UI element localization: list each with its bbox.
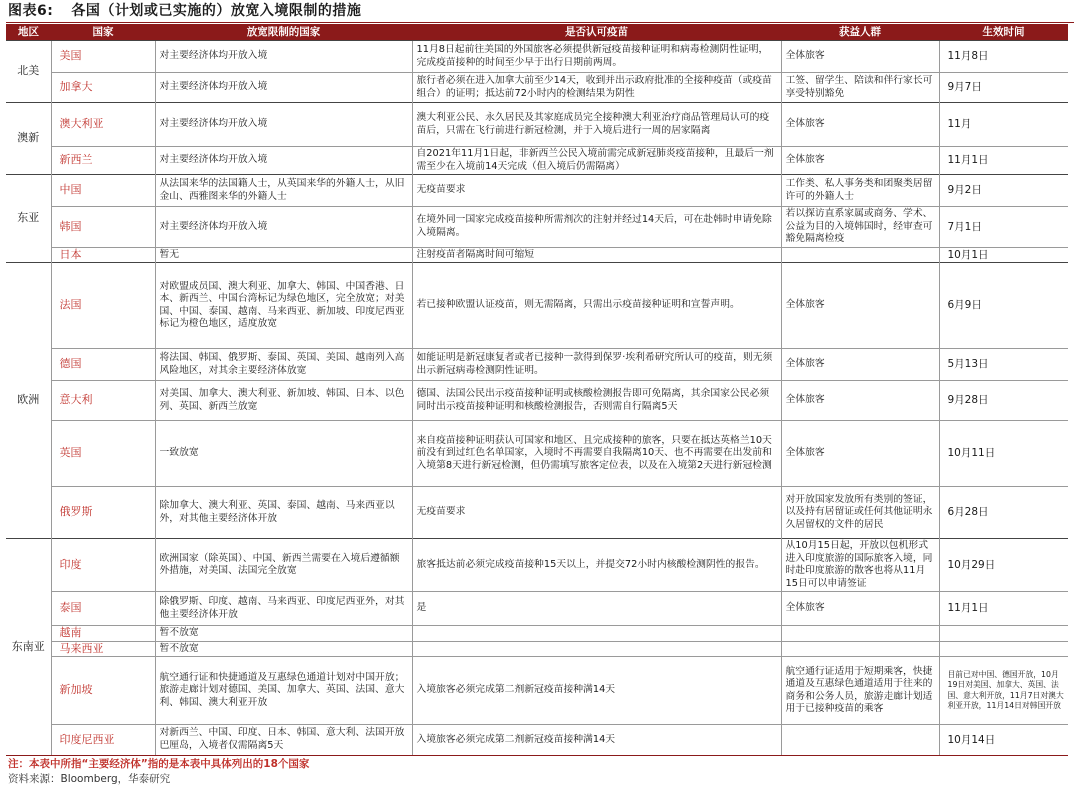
relax-cell: 除俄罗斯、印度、越南、马来西亚、印度尼西亚外，对其他主要经济体开放 [155, 592, 412, 626]
relax-cell: 对主要经济体均开放入境 [155, 73, 412, 103]
relax-cell: 从法国来华的法国籍人士，从英国来华的外籍人士，从旧金山、西雅图来华的外籍人士 [155, 175, 412, 207]
header-relax: 放宽限制的国家 [155, 24, 412, 41]
time-cell: 9月2日 [939, 175, 1068, 207]
country-cell: 马来西亚 [51, 641, 155, 657]
vaccine-cell: 自2021年11月1日起，非新西兰公民入境前需完成新冠肺炎疫苗接种，且最后一剂需至少在入境前14天完成（但入境后仍需隔离） [412, 147, 781, 175]
relax-cell: 对欧盟成员国、澳大利亚、加拿大、韩国、中国香港、日本、新西兰、中国台湾标记为绿色地区，完全放宽；对美国、中国、泰国、越南、马来西亚、新加坡、印度尼西亚标记为橙色地区，适度放宽 [155, 263, 412, 349]
country-cell: 中国 [51, 175, 155, 207]
country-cell: 韩国 [51, 207, 155, 248]
header-country: 国家 [51, 24, 155, 41]
region-cell: 北美 [6, 41, 51, 103]
time-cell [939, 626, 1068, 642]
relax-cell: 欧洲国家（除英国）、中国、新西兰需要在入境后遵循额外措施，对美国、法国完全放宽 [155, 539, 412, 592]
relax-cell: 除加拿大、澳大利亚、英国、泰国、越南、马来西亚以外，对其他主要经济体开放 [155, 487, 412, 539]
country-cell: 印度尼西亚 [51, 725, 155, 755]
benefit-cell [781, 641, 939, 657]
figure-title [6, 0, 1074, 23]
relax-cell: 对美国、加拿大、澳大利亚、新加坡、韩国、日本、以色列、英国、新西兰放宽 [155, 381, 412, 421]
table-row [6, 725, 1068, 755]
header-time: 生效时间 [939, 24, 1068, 41]
time-cell: 11月8日 [939, 41, 1068, 73]
country-cell: 新加坡 [51, 657, 155, 725]
relax-cell: 对新西兰、中国、印度、日本、韩国、意大利、法国开放巴厘岛，入境者仅需隔离5天 [155, 725, 412, 755]
table-row [6, 103, 1068, 147]
relax-cell: 暂不放宽 [155, 626, 412, 642]
table-row [6, 381, 1068, 421]
table-row [6, 657, 1068, 725]
header-region: 地区 [6, 24, 51, 41]
benefit-cell: 全体旅客 [781, 103, 939, 147]
vaccine-cell: 旅行者必须在进入加拿大前至少14天，收到并出示政府批准的全接种疫苗（或疫苗组合）的证明；抵达前72小时内的检测结果为阴性 [412, 73, 781, 103]
relax-cell: 对主要经济体均开放入境 [155, 41, 412, 73]
figure-label: 图表6: [8, 3, 54, 19]
country-cell: 加拿大 [51, 73, 155, 103]
header-vaccine: 是否认可疫苗 [412, 24, 781, 41]
time-cell: 9月28日 [939, 381, 1068, 421]
table-row [6, 626, 1068, 642]
benefit-cell: 全体旅客 [781, 421, 939, 487]
table-row [6, 592, 1068, 626]
table-row [6, 147, 1068, 175]
benefit-cell [781, 626, 939, 642]
time-cell: 5月13日 [939, 349, 1068, 381]
benefit-cell: 全体旅客 [781, 147, 939, 175]
benefit-cell: 航空通行证适用于短期乘客，快捷通道及互惠绿色通道适用于往来的商务和公务人员，旅游走廊计划适用于已接种疫苗的乘客 [781, 657, 939, 725]
vaccine-cell: 澳大利亚公民、永久居民及其家庭成员完全接种澳大利亚治疗商品管理局认可的疫苗后，只需在飞行前进行新冠检测，并于入境后进行一周的居家隔离 [412, 103, 781, 147]
time-cell: 目前已对中国、德国开放，10月19日对美国、加拿大、英国、法国、意大利开放，11月7日对澳大利亚开放，11月14日对韩国开放 [939, 657, 1068, 725]
measures-table [6, 24, 1068, 755]
table-row [6, 263, 1068, 349]
country-cell: 澳大利亚 [51, 103, 155, 147]
benefit-cell: 全体旅客 [781, 381, 939, 421]
time-cell: 11月 [939, 103, 1068, 147]
figure-heading: 各国（计划或已实施的）放宽入境限制的措施 [71, 3, 362, 19]
benefit-cell: 若以探访直系家属或商务、学术、公益为目的入境韩国时，经审查可豁免隔离检疫 [781, 207, 939, 248]
table-row [6, 641, 1068, 657]
relax-cell: 暂无 [155, 247, 412, 263]
region-cell: 欧洲 [6, 263, 51, 539]
time-cell: 10月1日 [939, 247, 1068, 263]
table-note: 注：本表中所指“主要经济体”指的是本表中具体列出的18个国家 [6, 755, 1068, 771]
country-cell: 俄罗斯 [51, 487, 155, 539]
time-cell: 10月14日 [939, 725, 1068, 755]
table-row [6, 73, 1068, 103]
time-cell: 10月29日 [939, 539, 1068, 592]
vaccine-cell: 11月8日起前往美国的外国旅客必须提供新冠疫苗接种证明和病毒检测阴性证明，完成疫苗接种的时间至少早于出行日期前两周。 [412, 41, 781, 73]
country-cell: 印度 [51, 539, 155, 592]
relax-cell: 暂不放宽 [155, 641, 412, 657]
vaccine-cell: 如能证明是新冠康复者或者已接种一款得到保罗·埃利希研究所认可的疫苗，则无须出示新冠病毒检测阴性证明。 [412, 349, 781, 381]
time-cell [939, 641, 1068, 657]
relax-cell: 将法国、韩国、俄罗斯、泰国、英国、美国、越南列入高风险地区，对其余主要经济体放宽 [155, 349, 412, 381]
table-row [6, 421, 1068, 487]
benefit-cell [781, 725, 939, 755]
table-row [6, 487, 1068, 539]
vaccine-cell: 入境旅客必须完成第二剂新冠疫苗接种满14天 [412, 657, 781, 725]
country-cell: 德国 [51, 349, 155, 381]
benefit-cell: 全体旅客 [781, 263, 939, 349]
table-row [6, 247, 1068, 263]
benefit-cell: 全体旅客 [781, 592, 939, 626]
time-cell: 6月28日 [939, 487, 1068, 539]
vaccine-cell: 入境旅客必须完成第二剂新冠疫苗接种满14天 [412, 725, 781, 755]
vaccine-cell: 若已接种欧盟认证疫苗，则无需隔离，只需出示疫苗接种证明和宣誓声明。 [412, 263, 781, 349]
country-cell: 英国 [51, 421, 155, 487]
region-cell: 东亚 [6, 175, 51, 263]
country-cell: 法国 [51, 263, 155, 349]
vaccine-cell: 无疫苗要求 [412, 487, 781, 539]
table-row [6, 207, 1068, 248]
relax-cell: 航空通行证和快捷通道及互惠绿色通道计划对中国开放；旅游走廊计划对德国、美国、加拿大、英国、法国、意大利、韩国、澳大利亚开放 [155, 657, 412, 725]
relax-cell: 一致放宽 [155, 421, 412, 487]
relax-cell: 对主要经济体均开放入境 [155, 207, 412, 248]
benefit-cell: 工签、留学生、陪读和伴行家长可享受特别豁免 [781, 73, 939, 103]
table-body [6, 41, 1068, 755]
source-line: 资料来源：Bloomberg，华泰研究 [8, 772, 171, 785]
benefit-cell: 对开放国家发放所有类别的签证，以及持有居留证或任何其他证明永久居留权的文件的居民 [781, 487, 939, 539]
header-row [6, 24, 1068, 41]
relax-cell: 对主要经济体均开放入境 [155, 147, 412, 175]
vaccine-cell: 无疫苗要求 [412, 175, 781, 207]
benefit-cell: 从10月15日起，开放以包机形式进入印度旅游的国际旅客入境，同时赴印度旅游的散客也将从11月15日可以申请签证 [781, 539, 939, 592]
time-cell: 9月7日 [939, 73, 1068, 103]
country-cell: 泰国 [51, 592, 155, 626]
table-row [6, 349, 1068, 381]
time-cell: 11月1日 [939, 147, 1068, 175]
region-cell: 澳新 [6, 103, 51, 175]
time-cell: 11月1日 [939, 592, 1068, 626]
benefit-cell: 工作类、私人事务类和团聚类居留许可的外籍人士 [781, 175, 939, 207]
vaccine-cell: 在境外同一国家完成疫苗接种所需剂次的注射并经过14天后，可在赴韩时申请免除入境隔离。 [412, 207, 781, 248]
vaccine-cell: 来自疫苗接种证明获认可国家和地区、且完成接种的旅客，只要在抵达英格兰10天前没有到过红色名单国家，入境时不再需要自我隔离10天、也不再需要在出发前和入境第8天进行新冠检测，但仍需填写旅客定位表，以及在入境第2天进行新冠检测 [412, 421, 781, 487]
country-cell: 日本 [51, 247, 155, 263]
header-benefit: 获益人群 [781, 24, 939, 41]
time-cell: 6月9日 [939, 263, 1068, 349]
benefit-cell: 全体旅客 [781, 349, 939, 381]
country-cell: 美国 [51, 41, 155, 73]
country-cell: 意大利 [51, 381, 155, 421]
table-row [6, 41, 1068, 73]
time-cell: 7月1日 [939, 207, 1068, 248]
vaccine-cell [412, 626, 781, 642]
time-cell: 10月11日 [939, 421, 1068, 487]
figure [6, 0, 1074, 812]
vaccine-cell [412, 641, 781, 657]
benefit-cell: 全体旅客 [781, 41, 939, 73]
benefit-cell [781, 247, 939, 263]
country-cell: 新西兰 [51, 147, 155, 175]
vaccine-cell: 德国、法国公民出示疫苗接种证明或核酸检测报告即可免隔离，其余国家公民必须同时出示疫苗接种证明和核酸检测报告，否则需自行隔离5天 [412, 381, 781, 421]
relax-cell: 对主要经济体均开放入境 [155, 103, 412, 147]
region-cell: 东南亚 [6, 539, 51, 755]
vaccine-cell: 旅客抵达前必须完成疫苗接种15天以上，并提交72小时内核酸检测阴性的报告。 [412, 539, 781, 592]
country-cell: 越南 [51, 626, 155, 642]
table-row [6, 175, 1068, 207]
vaccine-cell: 注射疫苗者隔离时间可缩短 [412, 247, 781, 263]
table-row [6, 539, 1068, 592]
vaccine-cell: 是 [412, 592, 781, 626]
